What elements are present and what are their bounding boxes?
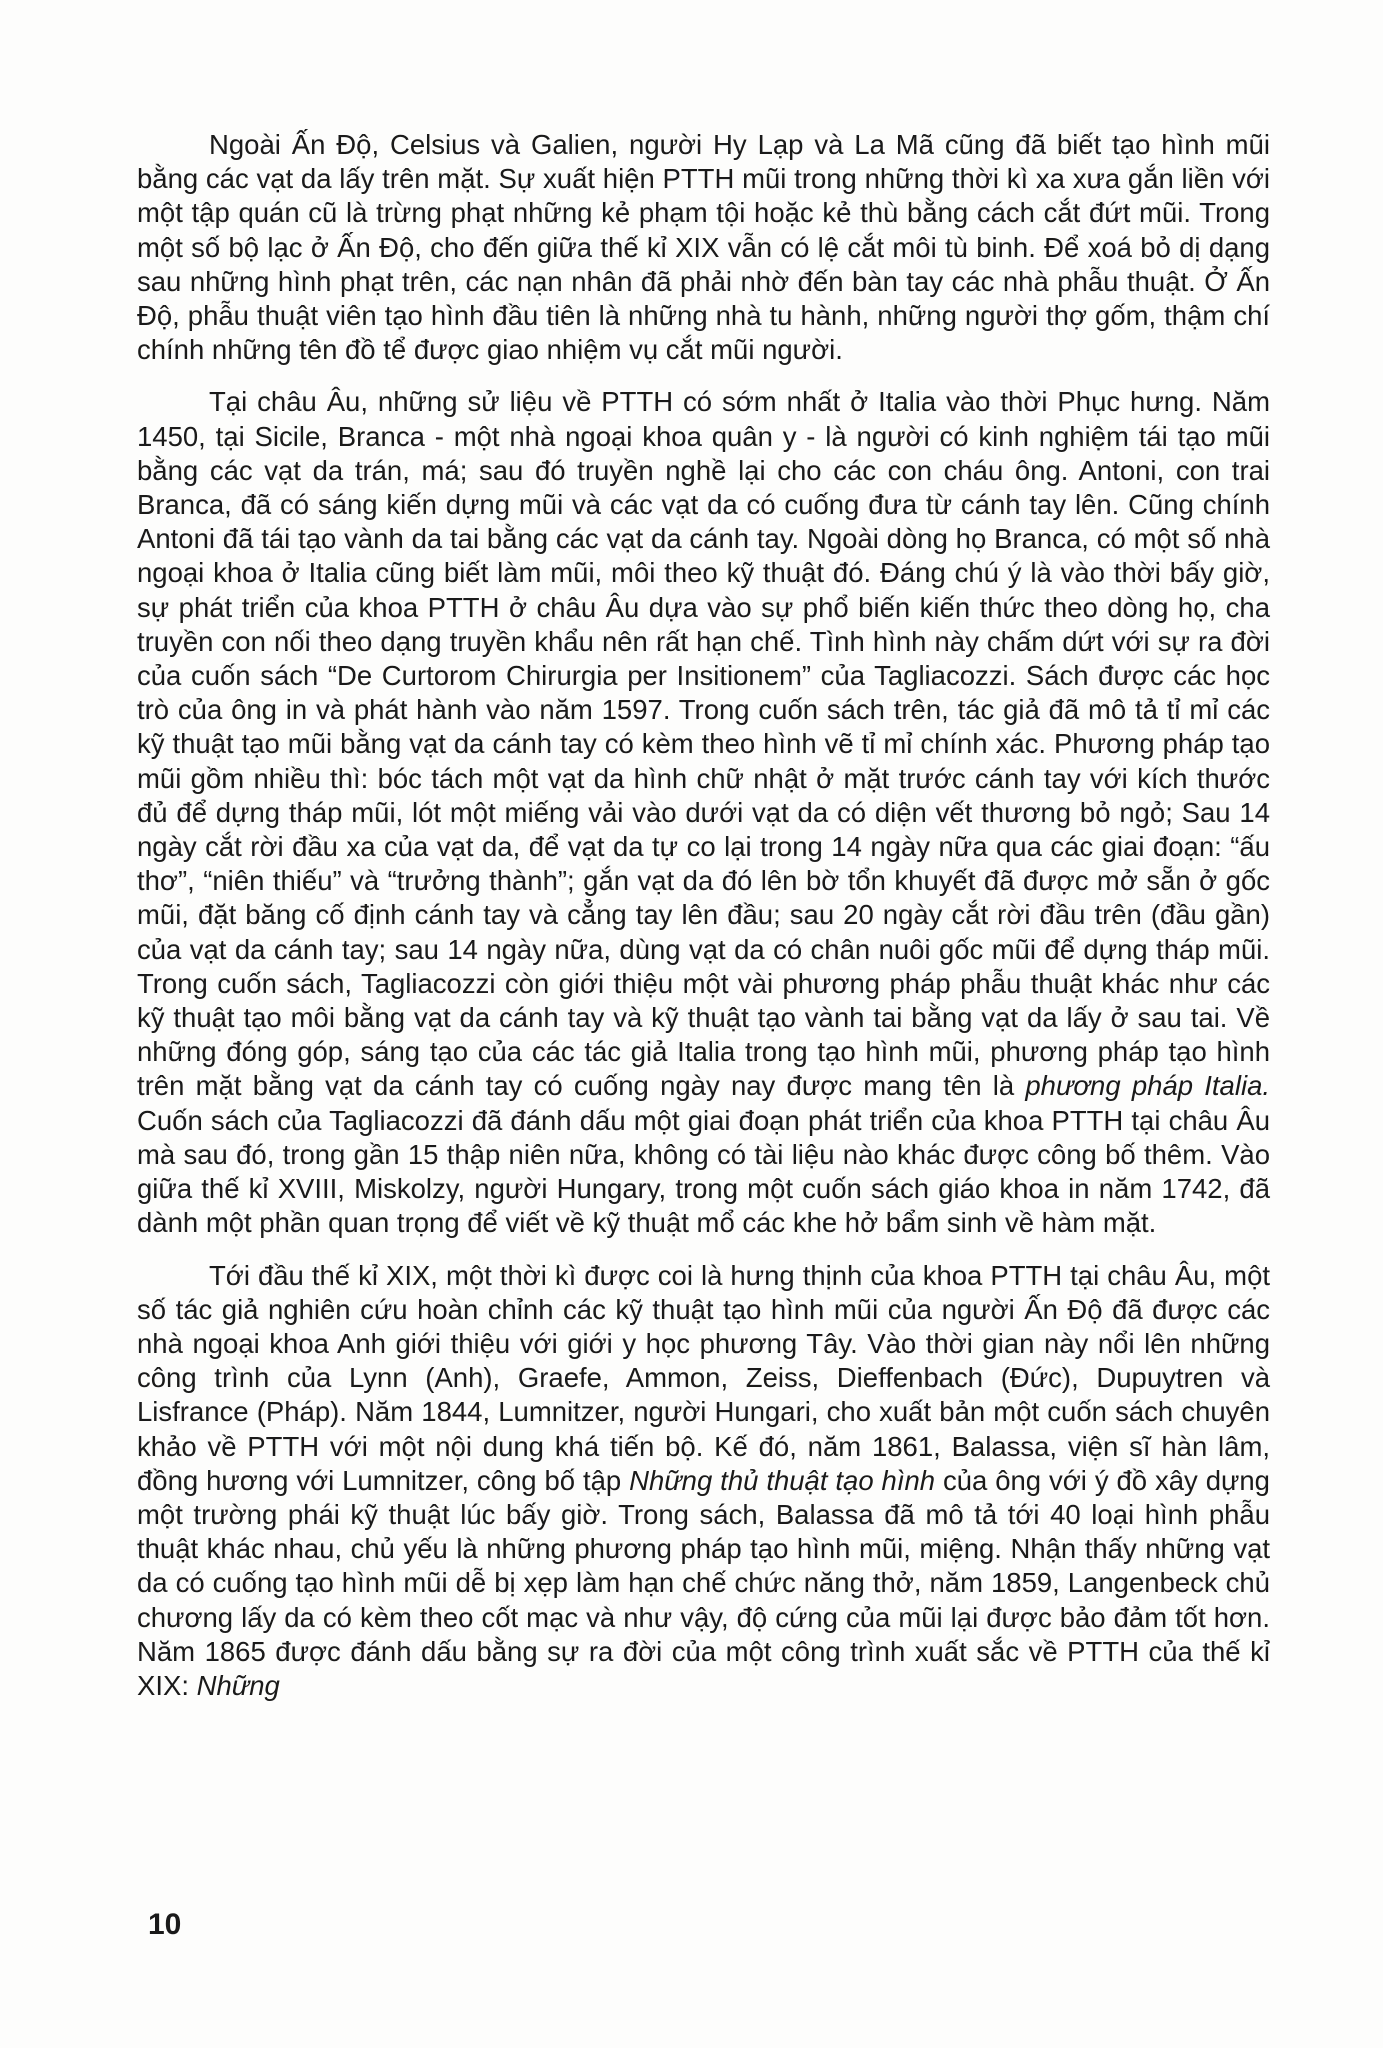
paragraph-text: Cuốn sách của Tagliacozzi đã đánh dấu một giai đoạn phát triển của khoa PTTH tại châu Âu mà sau đó, trong gần 15 thập niên nữa, không có tài liệu nào khác được công bố thêm. Vào giữa thế kỉ XVIII, Miskolzy, người Hungary, trong một cuốn sách giáo khoa in năm 1742, đã dành một phần quan trọng để viết về kỹ thuật mổ các khe hở bẩm sinh về hàm mặt. — [137, 1104, 1270, 1239]
body-text — [137, 128, 1270, 1721]
page-number: 10 — [148, 1908, 182, 1941]
italic-term: phương pháp Italia. — [1025, 1070, 1270, 1102]
paragraph-1 — [137, 128, 1270, 367]
paragraph-text: Tại châu Âu, những sử liệu về PTTH có sớm nhất ở Italia vào thời Phục hưng. Năm 1450, tại Sicile, Branca - một nhà ngoại khoa quân y - là người có kinh nghiệm tái tạo mũi bằng các vạt da trán, má; sau đó truyền nghề lại cho các con cháu ông. Antoni, con trai Branca, đã có sáng kiến dựng mũi và các vạt da có cuống đưa từ cánh tay lên. Cũng chính Antoni đã tái tạo vành da tai bằng các vạt da cánh tay. Ngoài dòng họ Branca, có một số nhà ngoại khoa ở Italia cũng biết làm mũi, môi theo kỹ thuật đó. Đáng chú ý là vào thời bấy giờ, sự phát triển của khoa PTTH ở châu Âu dựa vào sự phổ biến kiến thức theo dòng họ, cha truyền con nối theo dạng truyền khẩu nên rất hạn chế. Tình hình này chấm dứt với sự ra đời của cuốn sách “De Curtorom Chirurgia per Insitionem” của Tagliacozzi. Sách được các học trò của ông in và phát hành vào năm 1597. Trong cuốn sách trên, tác giả đã mô tả tỉ mỉ các kỹ thuật tạo mũi bằng vạt da cánh tay có kèm theo hình vẽ tỉ mỉ chính xác. Phương pháp tạo mũi gồm nhiều thì: bóc tách một vạt da hình chữ nhật ở mặt trước cánh tay với kích thước đủ để dựng tháp mũi, lót một miếng vải vào dưới vạt da có diện vết thương bỏ ngỏ; Sau 14 ngày cắt rời đầu xa của vạt da, để vạt da tự co lại trong 14 ngày nữa qua các giai đoạn: “ấu thơ”, “niên thiếu” và “trưởng thành”; gắn vạt da đó lên bờ tổn khuyết đã được mở sẵn ở gốc mũi, đặt băng cố định cánh tay và cẳng tay lên đầu; sau 20 ngày cắt rời đầu trên (đầu gần) của vạt da cánh tay; sau 14 ngày nữa, dùng vạt da có chân nuôi gốc mũi để dựng tháp mũi. Trong cuốn sách, Tagliacozzi còn giới thiệu một vài phương pháp phẫu thuật khác như các kỹ thuật tạo môi bằng vạt da cánh tay và kỹ thuật tạo vành tai bằng vạt da lấy ở sau tai. Về những đóng góp, sáng tạo của các tác giả Italia trong tạo hình mũi, phương pháp tạo hình trên mặt bằng vạt da cánh tay có cuống ngày nay được mang tên là — [137, 386, 1270, 1102]
paragraph-text: của ông với ý đồ xây dựng một trường phái kỹ thuật lúc bấy giờ. Trong sách, Balassa đã mô tả tới 40 loại hình phẫu thuật khác nhau, chủ yếu là những phương pháp tạo hình mũi, miệng. Nhận thấy những vạt da có cuống tạo hình mũi dễ bị xẹp làm hạn chế chức năng thở, năm 1859, Langenbeck chủ chương lấy da có kèm theo cốt mạc và như vậy, độ cứng của mũi lại được bảo đảm tốt hơn. Năm 1865 được đánh dấu bằng sự ra đời của một công trình xuất sắc về PTTH của thế kỉ XIX: — [137, 1464, 1270, 1701]
paragraph-2 — [137, 385, 1270, 1240]
italic-book-title-start: Những — [196, 1669, 280, 1701]
paragraph-3 — [137, 1259, 1270, 1704]
italic-book-title: Những thủ thuật tạo hình — [629, 1464, 936, 1496]
paragraph-text: Ngoài Ấn Độ, Celsius và Galien, người Hy Lạp và La Mã cũng đã biết tạo hình mũi bằng các vạt da lấy trên mặt. Sự xuất hiện PTTH mũi trong những thời kì xa xưa gắn liền với một tập quán cũ là trừng phạt những kẻ phạm tội hoặc kẻ thù bằng cách cắt đứt mũi. Trong một số bộ lạc ở Ấn Độ, cho đến giữa thế kỉ XIX vẫn có lệ cắt môi tù binh. Để xoá bỏ dị dạng sau những hình phạt trên, các nạn nhân đã phải nhờ đến bàn tay các nhà phẫu thuật. Ở Ấn Độ, phẫu thuật viên tạo hình đầu tiên là những nhà tu hành, những người thợ gốm, thậm chí chính những tên đồ tể được giao nhiệm vụ cắt mũi người. — [137, 129, 1270, 366]
paragraph-text: Tới đầu thế kỉ XIX, một thời kì được coi là hưng thịnh của khoa PTTH tại châu Âu, một số tác giả nghiên cứu hoàn chỉnh các kỹ thuật tạo hình mũi của người Ấn Độ đã được các nhà ngoại khoa Anh giới thiệu với giới y học phương Tây. Vào thời gian này nổi lên những công trình của Lynn (Anh), Graefe, Ammon, Zeiss, Dieffenbach (Đức), Dupuytren và Lisfrance (Pháp). Năm 1844, Lumnitzer, người Hungari, cho xuất bản một cuốn sách chuyên khảo về PTTH với một nội dung khá tiến bộ. Kế đó, năm 1861, Balassa, viện sĩ hàn lâm, đồng hương với Lumnitzer, công bố tập — [137, 1259, 1270, 1496]
